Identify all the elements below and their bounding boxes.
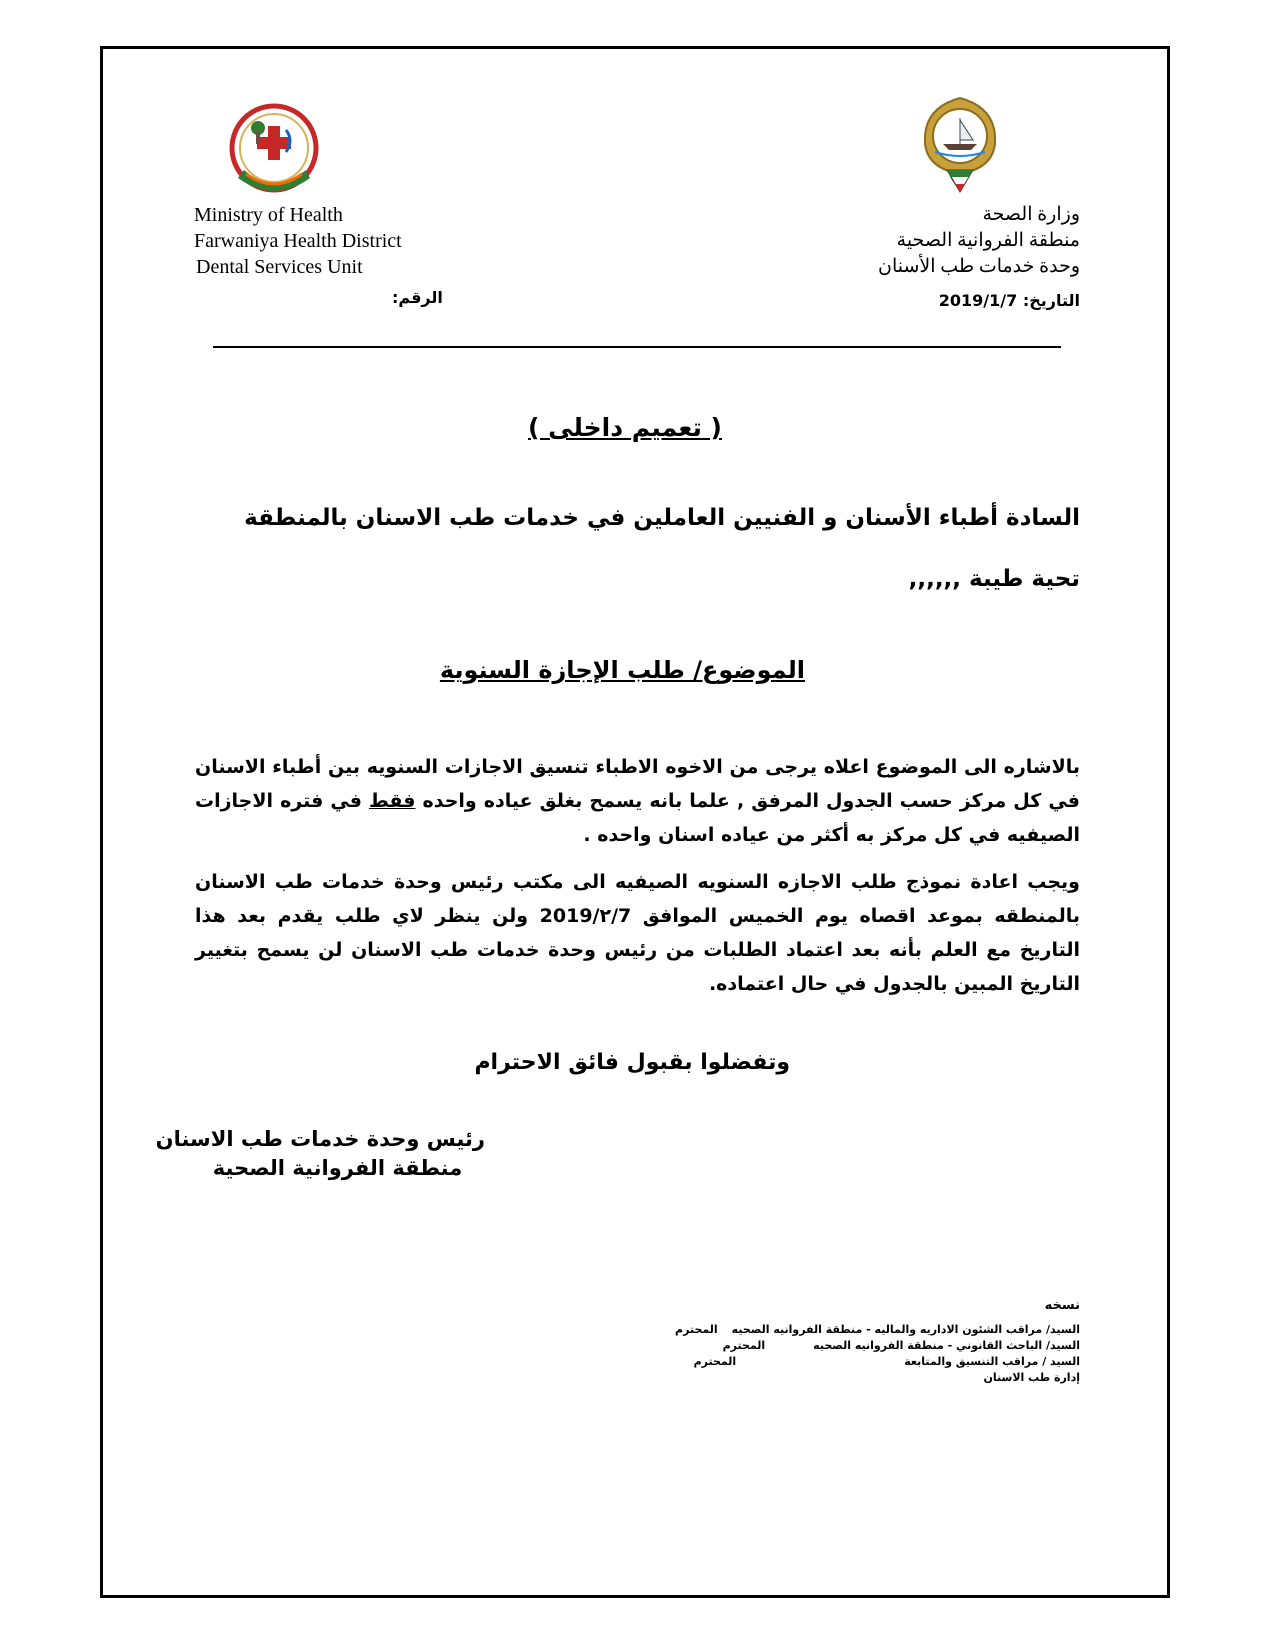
signer-district: منطقة الفروانية الصحية: [212, 1156, 463, 1180]
date-label: التاريخ:: [1022, 291, 1080, 310]
body-paragraph-2: ويجب اعادة نموذج طلب الاجازه السنويه الصيفيه الى مكتب رئيس وحدة خدمات طب الاسنان بالمنطقه بموعد اقصاه يوم الخميس الموافق 2019/٢/7 ولن ينظر لاي طلب يقدم بعد هذا التاريخ مع العلم بأنه بعد اعتماد الطلبات من رئيس وحدة خدمات طب الاسنان لن يسمح بتغيير التاريخ المبين بالجدول في حال اعتماده.: [195, 871, 1080, 995]
body-paragraph-1: [195, 750, 1080, 852]
header-reference: الرقم:: [392, 288, 443, 307]
cc-item-text: إدارة طب الاسنان: [983, 1371, 1080, 1384]
header-ar-ministry: وزارة الصحة: [982, 204, 1080, 225]
header-date: [939, 288, 1080, 314]
cc-item-text: السيد / مراقب التنسيق والمتابعة: [904, 1355, 1080, 1368]
addressee: السادة أطباء الأسنان و الفنيين العاملين في خدمات طب الاسنان بالمنطقة: [244, 505, 1080, 531]
greeting: تحية طيبة ,,,,,,: [908, 566, 1080, 592]
closing-salutation: وتفضلوا بقبول فائق الاحترام: [474, 1050, 790, 1075]
cc-item: [694, 1354, 1080, 1370]
para1-emphasis: فقط: [369, 790, 416, 812]
date-value: 2019/1/7: [938, 291, 1018, 310]
para1-part-b: في فتره الاجازات الصيفيه في كل مركز به أكثر من عياده اسنان واحده .: [195, 790, 1080, 846]
cc-item-text: السيد/ مراقب الشئون الاداريه والماليه - منطقة الفروانيه الصحيه: [731, 1323, 1080, 1336]
kuwait-state-emblem: [905, 88, 1015, 198]
header-en-district: Farwaniya Health District: [194, 230, 402, 252]
circular-title: ( تعميم داخلى ): [528, 413, 722, 442]
cc-item: [723, 1338, 1080, 1354]
cc-item: [984, 1370, 1080, 1386]
cc-item-honorific: المحترم: [693, 1355, 737, 1368]
farwaniya-health-district-logo: [224, 100, 324, 200]
cc-item-text: السيد/ الباحث القانوني - منطقة الفروانيه الصحيه: [813, 1339, 1080, 1352]
subject-line: الموضوع/ طلب الإجازة السنوية: [439, 656, 805, 684]
header-ar-district: منطقة الفروانية الصحية: [896, 230, 1080, 251]
cc-item: [675, 1322, 1080, 1338]
cc-item-honorific: المحترم: [675, 1323, 718, 1336]
signer-title: رئيس وحدة خدمات طب الاسنان: [155, 1127, 485, 1151]
header-ar-unit: وحدة خدمات طب الأسنان: [878, 256, 1080, 277]
para1-part-a: بالاشاره الى الموضوع اعلاه يرجى من الاخوه الاطباء تنسيق الاجازات السنويه بين أطباء الاسنان في كل مركز حسب الجدول المرفق , علما بانه يسمح بغلق عياده واحده: [195, 756, 1080, 812]
header-en-ministry: Ministry of Health: [194, 204, 343, 226]
header-en-unit: Dental Services Unit: [196, 256, 363, 278]
cc-title: نسخه: [1044, 1298, 1080, 1313]
header-divider: [213, 346, 1061, 348]
cc-item-honorific: المحترم: [722, 1339, 766, 1352]
